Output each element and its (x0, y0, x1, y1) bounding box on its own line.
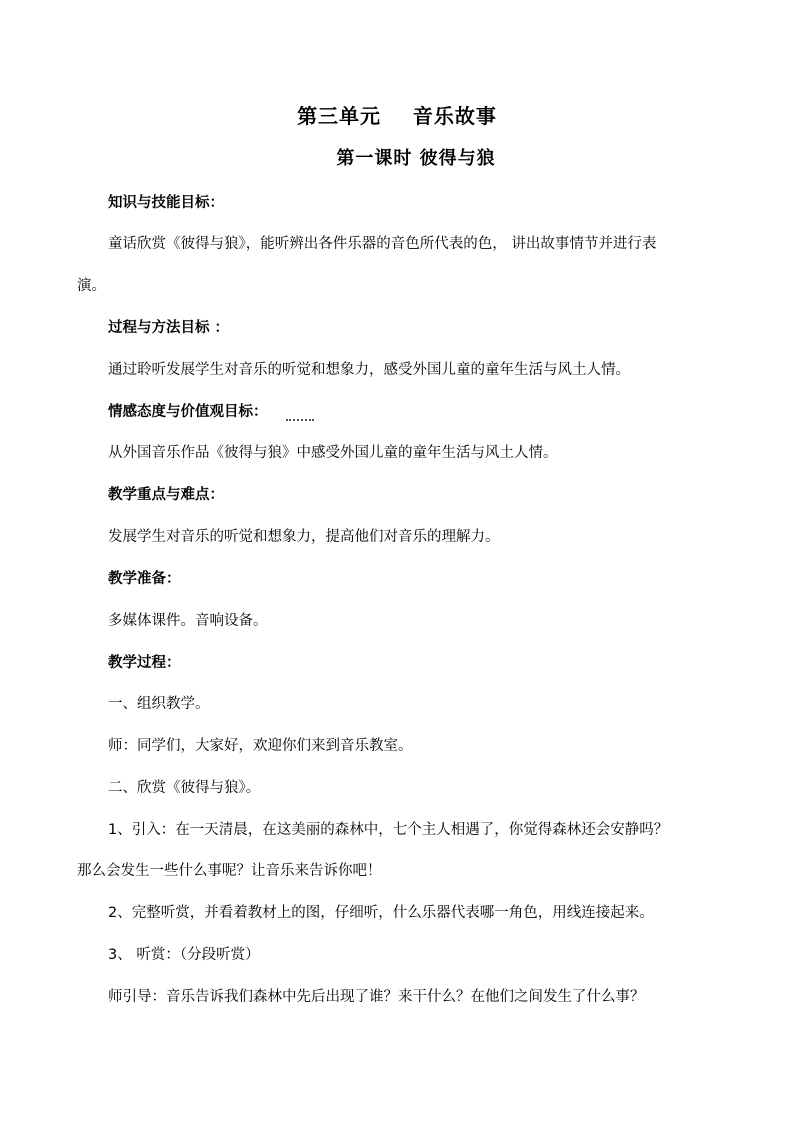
paragraph-key-points: 发展学生对音乐的听觉和想象力，提高他们对音乐的理解力。 (108, 529, 500, 545)
heading-knowledge-goals: 知识与技能目标： (108, 195, 224, 211)
paragraph-process-goals: 通过聆听发展学生对音乐的听觉和想象力，感受外国儿童的童年生活与风土人情。 (108, 362, 630, 378)
teacher-greeting: 师：同学们，大家好，欢迎你们来到音乐教室。 (108, 738, 413, 754)
step-3-listen: 3、 听赏：（分段听赏） (108, 947, 260, 963)
heading-preparation: 教学准备： (108, 571, 181, 587)
step-organize: 一、组织教学。 (108, 696, 210, 712)
paragraph-knowledge-goals-cont: 演。 (77, 278, 106, 294)
step-1-intro: 1、引入：在一天清晨，在这美丽的森林中，七个主人相遇了，你觉得森林还会安静吗？ (108, 822, 669, 838)
heading-emotion-goals: 情感态度与价值观目标： (108, 404, 268, 420)
step-2-listen: 2、完整听赏，并看着教材上的图，仔细听，什么乐器代表哪一角色，用线连接起来。 (108, 905, 654, 921)
paragraph-knowledge-goals: 童话欣赏《彼得与狼》，能听辨出各件乐器的音色所代表的色， 讲出故事情节并进行表 (108, 236, 657, 252)
paragraph-preparation: 多媒体课件。音响设备。 (108, 613, 268, 629)
heading-key-points: 教学重点与难点： (108, 487, 224, 503)
heading-process-goals: 过程与方法目标 ： (108, 320, 230, 336)
proofing-mark (286, 415, 314, 421)
unit-title: 第三单元 音乐故事 (297, 104, 497, 128)
lesson-title: 第一课时 彼得与狼 (336, 148, 496, 169)
step-1-intro-cont: 那么会发生一些什么事呢？让音乐来告诉你吧！ (77, 863, 382, 879)
teacher-guidance: 师引导：音乐告诉我们森林中先后出现了谁？来干什么？在他们之间发生了什么事？ (108, 989, 645, 1005)
step-appreciate: 二、欣赏《彼得与狼》。 (108, 780, 261, 796)
paragraph-emotion-goals: 从外国音乐作品《彼得与狼》中感受外国儿童的童年生活与风土人情。 (108, 445, 558, 461)
heading-teaching-process: 教学过程： (108, 655, 181, 671)
